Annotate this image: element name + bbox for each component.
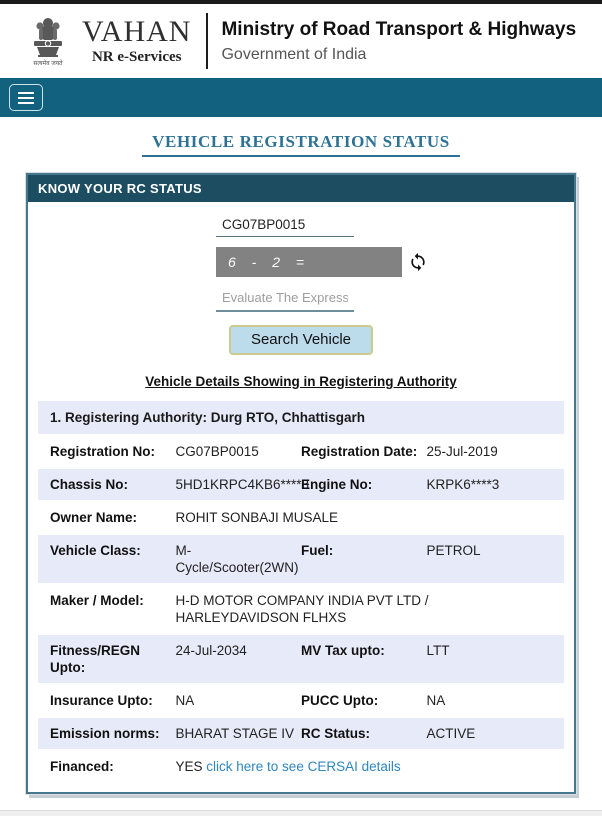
- table-row-owner: [38, 502, 564, 533]
- row-value: [176, 758, 553, 775]
- row-value: M-Cycle/Scooter(2WN): [175, 543, 299, 575]
- table-row-insurance-pucc: [38, 685, 564, 716]
- hamburger-icon: [18, 92, 34, 94]
- cersai-details-link[interactable]: click here to see CERSAI details: [206, 759, 401, 774]
- row-label: PUCC Upto:: [301, 693, 379, 708]
- brand-block: [82, 14, 192, 66]
- hamburger-menu-button[interactable]: [9, 84, 43, 111]
- table-row-maker-model: [38, 585, 564, 633]
- table-row-chassis-engine: [38, 469, 564, 500]
- row-value: ROHIT SONBAJI MUSALE: [175, 510, 339, 525]
- row-value: CG07BP0015: [175, 444, 259, 459]
- row-label: Fitness/REGN Upto:: [50, 643, 141, 675]
- site-header: [0, 4, 602, 78]
- row-value: 25-Jul-2019: [426, 444, 498, 459]
- financed-value: YES: [175, 759, 203, 774]
- row-value: PETROL: [426, 543, 481, 558]
- brand-name: VAHAN: [82, 14, 192, 48]
- header-divider: [206, 13, 208, 69]
- rc-status-value: ACTIVE: [426, 726, 476, 741]
- table-row-financed: [38, 751, 564, 782]
- details-heading: Vehicle Details Showing in Registering Authority: [145, 374, 457, 389]
- row-value: KRPK6****3: [426, 477, 500, 492]
- row-label: Vehicle Class:: [50, 543, 141, 558]
- search-form: [28, 202, 574, 357]
- row-value: 5HD1KRPC4KB6****3: [175, 477, 310, 492]
- row-value: 24-Jul-2034: [175, 643, 247, 658]
- panel-header: KNOW YOUR RC STATUS: [28, 175, 574, 202]
- row-label: Insurance Upto:: [50, 693, 153, 708]
- captcha-image: 6 - 2 =: [216, 247, 402, 277]
- row-label: Maker / Model:: [50, 593, 144, 608]
- ashoka-emblem: [26, 16, 70, 67]
- nav-bar: [0, 78, 602, 117]
- row-value: BHARAT STAGE IV: [175, 726, 295, 741]
- ministry-title: Ministry of Road Transport & Highways: [221, 19, 577, 40]
- page-bottom-strip: [0, 810, 602, 816]
- ministry-block: [221, 18, 576, 64]
- search-vehicle-button[interactable]: Search Vehicle: [229, 325, 373, 355]
- refresh-icon: [408, 252, 428, 272]
- row-label: Fuel:: [301, 543, 334, 558]
- row-value: LTT: [426, 643, 450, 658]
- row-value: H-D MOTOR COMPANY INDIA PVT LTD / HARLEYDAVIDSON FLHXS: [175, 593, 429, 625]
- registration-number-input[interactable]: [216, 214, 354, 237]
- captcha-answer-input[interactable]: [216, 284, 354, 312]
- vehicle-details-table: [38, 401, 564, 782]
- row-label: Chassis No:: [50, 477, 129, 492]
- table-row-emission-status: [38, 718, 564, 749]
- page-title: VEHICLE REGISTRATION STATUS: [142, 132, 460, 157]
- row-label: MV Tax upto:: [301, 643, 385, 658]
- captcha-refresh-button[interactable]: [408, 252, 428, 272]
- row-value: NA: [175, 693, 195, 708]
- row-label: Registration No:: [50, 444, 156, 459]
- row-label: Registration Date:: [301, 444, 418, 459]
- government-subtitle: Government of India: [221, 46, 367, 63]
- row-label: Emission norms:: [50, 726, 160, 741]
- row-label: RC Status:: [301, 726, 371, 741]
- rc-status-panel: [26, 173, 576, 794]
- ashoka-emblem-icon: [30, 16, 66, 60]
- row-value: NA: [426, 693, 446, 708]
- row-label: Financed:: [50, 759, 114, 774]
- row-label: Engine No:: [301, 477, 373, 492]
- table-row-fitness-tax: [38, 635, 564, 683]
- brand-subtitle: NR e-Services: [91, 48, 182, 65]
- table-row-class-fuel: [38, 535, 564, 583]
- registering-authority-row: 1. Registering Authority: Durg RTO, Chhattisgarh: [38, 401, 564, 434]
- row-label: Owner Name:: [50, 510, 138, 525]
- emblem-caption: सत्यमेव जयते: [33, 60, 63, 67]
- table-row-registration: [38, 436, 564, 467]
